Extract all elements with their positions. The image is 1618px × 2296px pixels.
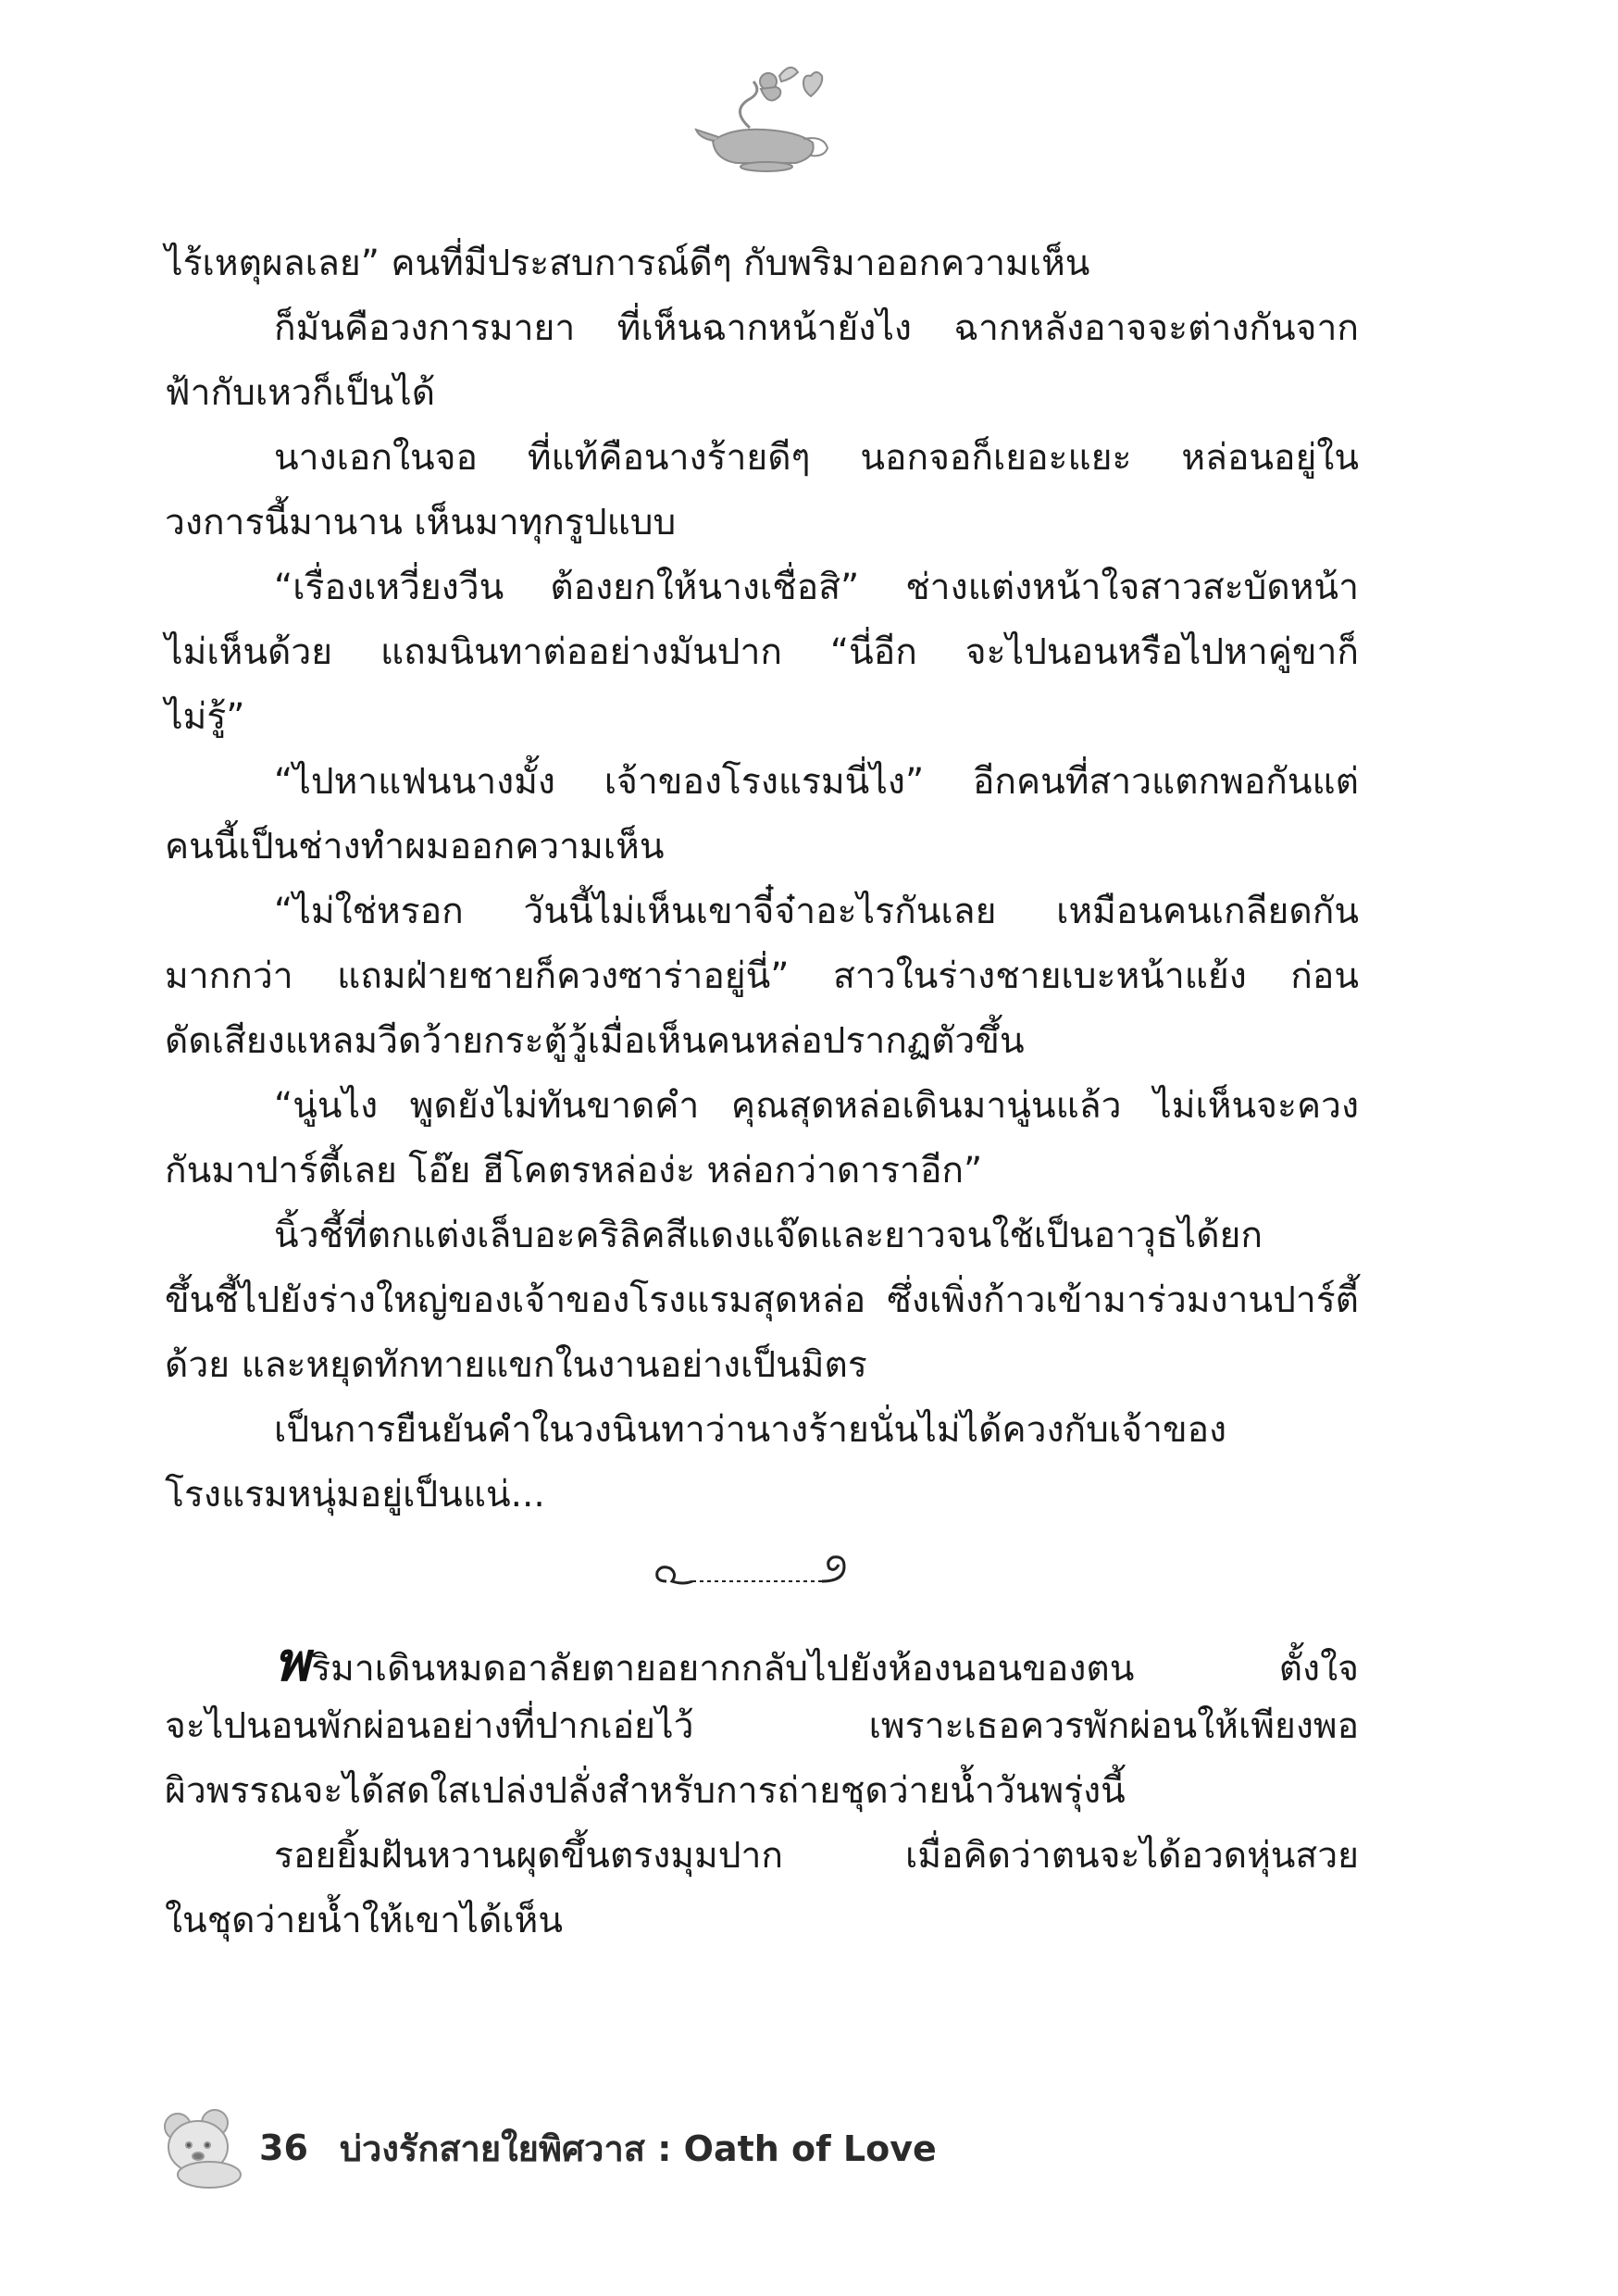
text-line: ผิวพรรณจะได้สดใสเปล่งปลั่งสำหรับการถ่ายชุดว่ายน้ำวันพรุ่งนี้ — [165, 1770, 1126, 1812]
text-line: “ไม่ใช่หรอก วันนี้ไม่เห็นเขาจี๋จ๋าอะไรกันเลย เหมือนคนเกลียดกัน — [274, 891, 1359, 932]
teddy-bear-icon — [157, 2106, 246, 2190]
text-line — [165, 1629, 1359, 1694]
text-line: ฟ้ากับเหวก็เป็นได้ — [165, 372, 436, 414]
text-line: ดัดเสียงแหลมวีดว้ายกระตู้วู้เมื่อเห็นคนหล่อปรากฏตัวขึ้น — [165, 1020, 1025, 1062]
text-line: นิ้วชี้ที่ตกแต่งเล็บอะคริลิคสีแดงแจ๊ดและยาวจนใช้เป็นอาวุธได้ยก — [274, 1215, 1263, 1256]
body-text — [165, 231, 1359, 1953]
text-line: “เรื่องเหวี่ยงวีน ต้องยกให้นางเชื่อสิ” ช่างแต่งหน้าใจสาวสะบัดหน้า — [274, 567, 1359, 608]
text-line: นางเอกในจอ ที่แท้คือนางร้ายดีๆ นอกจอก็เยอะแยะ หล่อนอยู่ใน — [274, 437, 1359, 479]
dropcap-letter: พ — [274, 1630, 310, 1693]
text-line: คนนี้เป็นช่างทำผมออกความเห็น — [165, 826, 665, 867]
text-line: ในชุดว่ายน้ำให้เขาได้เห็น — [165, 1900, 563, 1941]
text-line: “นู่นไง พูดยังไม่ทันขาดคำ คุณสุดหล่อเดินมานู่นแล้ว ไม่เห็นจะควง — [274, 1085, 1359, 1127]
teapot-cupid-icon — [694, 56, 833, 176]
text-line: เป็นการยืนยันคำในวงนินทาว่านางร้ายนั่นไม่ได้ควงกับเจ้าของ — [274, 1409, 1227, 1451]
text-line: ไร้เหตุผลเลย” คนที่มีประสบการณ์ดีๆ กับพริมาออกความเห็น — [165, 243, 1090, 284]
text-line: กันมาปาร์ตี้เลย โอ๊ย ฮีโคตรหล่อง่ะ หล่อกว่าดาราอีก” — [165, 1150, 983, 1192]
text-line-content: ริมาเดินหมดอาลัยตายอยากกลับไปยังห้องนอนของตน ตั้งใจ — [311, 1648, 1359, 1690]
text-line: ขึ้นชี้ไปยังร่างใหญ่ของเจ้าของโรงแรมสุดหล่อ ซึ่งเพิ่งก้าวเข้ามาร่วมงานปาร์ตี้ — [165, 1279, 1359, 1321]
text-line: ด้วย และหยุดทักทายแขกในงานอย่างเป็นมิตร — [165, 1344, 867, 1386]
swirl-divider-icon — [165, 1528, 1359, 1629]
book-title: บ่วงรักสายใยพิศวาส : Oath of Love — [339, 2128, 937, 2169]
text-line: ไม่รู้” — [165, 696, 245, 738]
text-line: ก็มันคือวงการมายา ที่เห็นฉากหน้ายังไง ฉากหลังอาจจะต่างกันจาก — [274, 307, 1359, 349]
text-line: มากกว่า แถมฝ่ายชายก็ควงซาร่าอยู่นี่” สาวในร่างชายเบะหน้าแย้ง ก่อน — [165, 955, 1359, 997]
text-line: โรงแรมหนุ่มอยู่เป็นแน่... — [165, 1474, 545, 1516]
page-footer — [157, 2102, 937, 2194]
text-line: ไม่เห็นด้วย แถมนินทาต่ออย่างมันปาก “นี่อีก จะไปนอนหรือไปหาคู่ขาก็ — [165, 631, 1359, 673]
page-number: 36 — [259, 2128, 308, 2168]
text-line: รอยยิ้มฝันหวานผุดขึ้นตรงมุมปาก เมื่อคิดว่าตนจะได้อวดหุ่นสวย — [274, 1835, 1359, 1877]
text-line: “ไปหาแฟนนางมั้ง เจ้าของโรงแรมนี่ไง” อีกคนที่สาวแตกพอกันแต่ — [274, 761, 1359, 803]
text-line: จะไปนอนพักผ่อนอย่างที่ปากเอ่ยไว้ เพราะเธอควรพักผ่อนให้เพียงพอ — [165, 1705, 1359, 1747]
text-line: วงการนี้มานาน เห็นมาทุกรูปแบบ — [165, 502, 677, 543]
